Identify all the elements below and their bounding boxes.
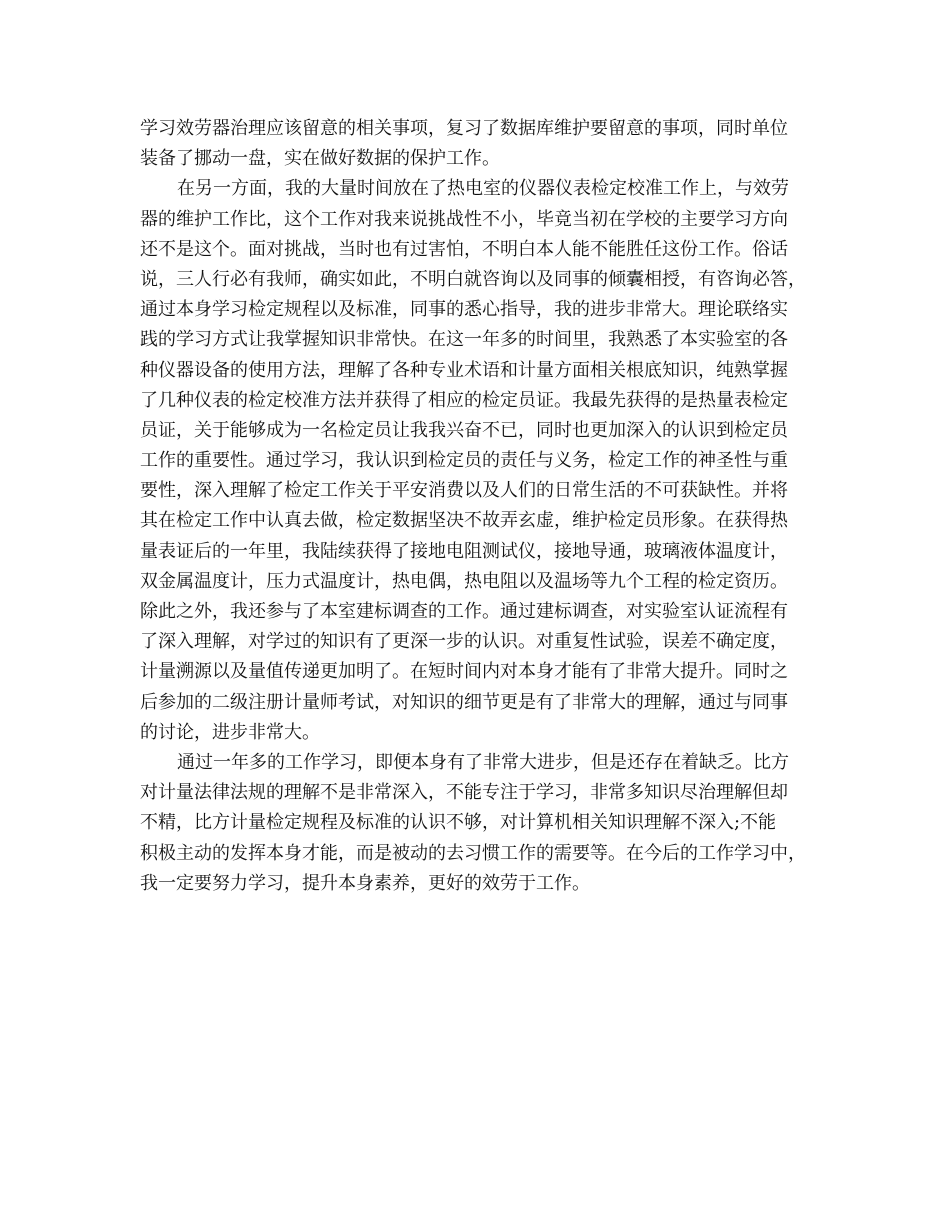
text-line: 装备了挪动一盘，实在做好数据的保护工作。 (140, 148, 500, 170)
text-line: 要性，深入理解了检定工作关于平安消费以及人们的日常生活的不可获缺性。并将 (140, 480, 788, 502)
text-line: 后参加的二级注册计量师考试，对知识的细节更是有了非常大的理解，通过与同事 (140, 691, 788, 713)
text-line: 种仪器设备的使用方法，理解了各种专业术语和计量方面相关根底知识，纯熟掌握 (140, 359, 788, 381)
text-line: 量表证后的一年里，我陆续获得了接地电阻测试仪，接地导通，玻璃液体温度计， (140, 540, 788, 562)
text-line: 了深入理解，对学过的知识有了更深一步的认识。对重复性试验，误差不确定度， (140, 631, 788, 653)
text-line: 我一定要努力学习，提升本身素养，更好的效劳于工作。 (140, 872, 590, 894)
text-line: 工作的重要性。通过学习，我认识到检定员的责任与义务，检定工作的神圣性与重 (140, 450, 788, 472)
text-line: 通过一年多的工作学习，即便本身有了非常大进步，但是还存在着缺乏。比方 (177, 751, 789, 773)
text-line: 通过本身学习检定规程以及标准，同事的悉心指导，我的进步非常大。理论联络实 (140, 299, 788, 321)
text-line: 计量溯源以及量值传递更加明了。在短时间内对本身才能有了非常大提升。同时之 (140, 661, 788, 683)
text-line: 的讨论，进步非常大。 (140, 721, 320, 743)
text-line: 双金属温度计，压力式温度计，热电偶，热电阻以及温场等九个工程的检定资历。 (140, 570, 788, 592)
text-line: 除此之外，我还参与了本室建标调查的工作。通过建标调查，对实验室认证流程有 (140, 601, 788, 622)
text-line: 说，三人行必有我师，确实如此，不明白就咨询以及同事的倾囊相授，有咨询必答， (140, 268, 806, 290)
text-line: 了几种仪表的检定校准方法并获得了相应的检定员证。我最先获得的是热量表检定 (140, 389, 788, 411)
text-line: 还不是这个。面对挑战，当时也有过害怕，不明白本人能不能胜任这份工作。俗话 (140, 238, 788, 260)
document-body (140, 114, 830, 899)
text-line: 学习效劳器治理应该留意的相关事项，复习了数据库维护要留意的事项，同时单位 (140, 118, 788, 139)
text-line: 在另一方面，我的大量时间放在了热电室的仪器仪表检定校准工作上，与效劳 (177, 178, 789, 200)
text-line: 践的学习方式让我掌握知识非常快。在这一年多的时间里，我熟悉了本实验室的各 (140, 329, 788, 351)
text-line: 器的维护工作比，这个工作对我来说挑战性不小，毕竟当初在学校的主要学习方向 (140, 208, 788, 230)
text-line: 其在检定工作中认真去做，检定数据坚决不故弄玄虚，维护检定员形象。在获得热 (140, 510, 788, 532)
text-line: 对计量法律法规的理解不是非常深入，不能专注于学习，非常多知识尽治理解但却 (140, 782, 788, 804)
text-line: 积极主动的发挥本身才能，而是被动的去习惯工作的需要等。在今后的工作学习中， (140, 842, 806, 864)
text-line: 不精，比方计量检定规程及标准的认识不够，对计算机相关知识理解不深入;不能 (140, 812, 777, 834)
text-line: 员证，关于能够成为一名检定员让我我兴奋不已，同时也更加深入的认识到检定员 (140, 419, 788, 441)
